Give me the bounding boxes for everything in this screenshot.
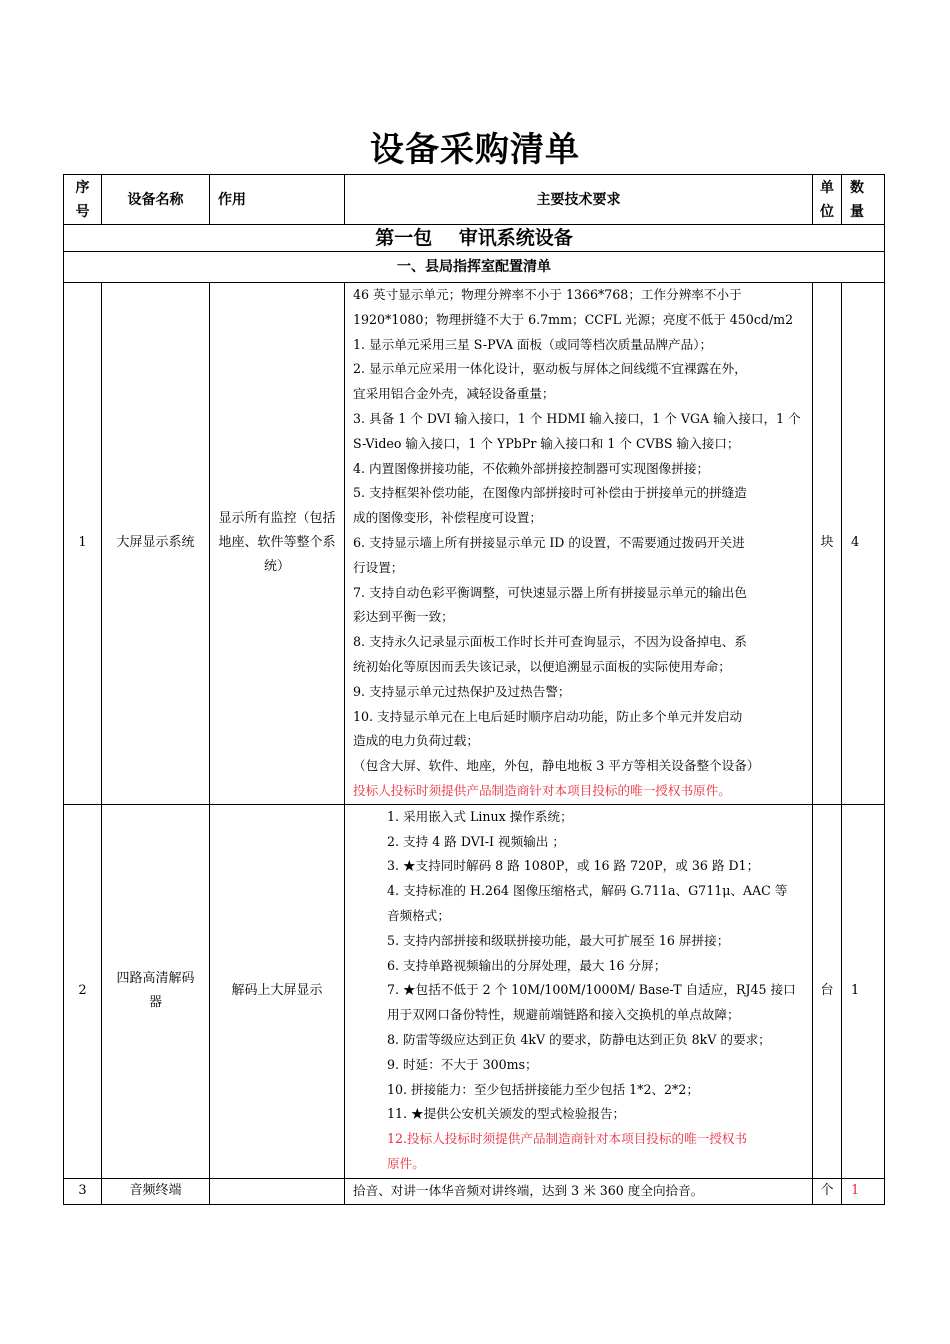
row-qty: 1: [842, 1178, 885, 1204]
spec-line: 4. 内置图像拼接功能，不依赖外部拼接控制器可实现图像拼接；: [353, 460, 710, 476]
row-purpose: [210, 1178, 345, 1204]
row-purpose: 解码上大屏显示: [210, 804, 345, 1178]
spec-line: 用于双网口备份特性，规避前端链路和接入交换机的单点故障；: [387, 1007, 740, 1023]
row-unit: 台: [813, 804, 842, 1178]
table-row: [64, 1178, 885, 1204]
spec-line: 11. ★提供公安机关颁发的型式检验报告；: [387, 1106, 626, 1122]
subsection-title: 一、县局指挥室配置清单: [64, 252, 885, 283]
row-qty: 1: [842, 804, 885, 1178]
col-spec-header: 主要技术要求: [345, 175, 813, 225]
spec-line: 10. 拼接能力：至少包括拼接能力至少包括 1*2、2*2；: [387, 1081, 699, 1097]
spec-line-red: 12.投标人投标时须提供产品制造商针对本项目投标的唯一授权书: [387, 1131, 748, 1147]
col-unit-header: 单位: [813, 175, 842, 225]
spec-line: 2. 显示单元应采用一体化设计，驱动板与屏体之间线缆不宜裸露在外，: [353, 361, 747, 377]
spec-line: 3. 具备 1 个 DVI 输入接口，1 个 HDMI 输入接口，1 个 VGA 输入接口，1 个: [353, 410, 801, 426]
col-name-header: 设备名称: [102, 175, 210, 225]
page-title: 设备采购清单: [370, 130, 580, 170]
spec-line: 8. 防雷等级应达到正负 4kV 的要求，防静电达到正负 8kV 的要求；: [387, 1031, 771, 1047]
spec-line: 7. ★包括不低于 2 个 10M/100M/1000M/ Base-T 自适应，RJ45 接口: [387, 982, 796, 998]
row-seq: 1: [64, 283, 102, 805]
row-seq: 3: [64, 1178, 102, 1204]
spec-line: 行设置；: [353, 559, 404, 575]
spec-line: 1920*1080；物理拼缝不大于 6.7mm；CCFL 光源；亮度不低于 450cd/m2: [353, 311, 794, 327]
spec-line: 1. 显示单元采用三星 S-PVA 面板（或同等档次质量品牌产品）；: [353, 336, 713, 352]
spec-line: 6. 支持显示墙上所有拼接显示单元 ID 的设置，不需要通过拨码开关进: [353, 534, 745, 550]
row-name: 大屏显示系统: [102, 283, 210, 805]
row-purpose: 显示所有监控（包括地座、软件等整个系统）: [210, 283, 345, 805]
subsection-row: [64, 252, 885, 283]
spec-line-red: 投标人投标时须提供产品制造商针对本项目投标的唯一授权书原件。: [353, 782, 731, 798]
procurement-table: [63, 174, 885, 1205]
row-qty: 4: [842, 283, 885, 805]
spec-line: 5. 支持框架补偿功能，在图像内部拼接时可补偿由于拼接单元的拼缝造: [353, 485, 747, 501]
row-seq: 2: [64, 804, 102, 1178]
spec-line: 2. 支持 4 路 DVI-I 视频输出 ；: [387, 833, 565, 849]
spec-line: 4. 支持标准的 H.264 图像压缩格式，解码 G.711a、G711μ、AAC 等: [387, 883, 788, 899]
spec-line: 彩达到平衡一致；: [353, 609, 454, 625]
spec-line: 7. 支持自动色彩平衡调整，可快速显示器上所有拼接显示单元的输出色: [353, 584, 747, 600]
spec-line: 宜采用铝合金外壳，减轻设备重量；: [353, 386, 555, 402]
spec-line: 音频格式；: [387, 907, 450, 923]
spec-line: 成的图像变形，补偿程度可设置；: [353, 510, 542, 526]
spec-line: 9. 支持显示单元过热保护及过热告警；: [353, 683, 571, 699]
row-unit: 块: [813, 283, 842, 805]
package-row: [64, 225, 885, 252]
spec-line: 6. 支持单路视频输出的分屏处理，最大 16 分屏；: [387, 957, 667, 973]
table-row: [64, 804, 885, 1178]
spec-line: 3. ★支持同时解码 8 路 1080P，或 16 路 720P，或 36 路 D1；: [387, 858, 760, 874]
spec-line: 统初始化等原因而丢失该记录，以便追溯显示面板的实际使用寿命；: [353, 658, 731, 674]
header-row: [64, 175, 885, 225]
spec-line: 10. 支持显示单元在上电后延时顺序启动功能，防止多个单元并发启动: [353, 708, 743, 724]
table-row: [64, 283, 885, 805]
row-name: 音频终端: [102, 1178, 210, 1204]
spec-line: 46 英寸显示单元；物理分辨率不小于 1366*768；工作分辨率不小于: [353, 287, 742, 302]
spec-line: 造成的电力负荷过载；: [353, 733, 479, 749]
spec-line: 1. 采用嵌入式 Linux 操作系统；: [387, 808, 573, 824]
spec-line: 5. 支持内部拼接和级联拼接功能，最大可扩展至 16 屏拼接；: [387, 932, 730, 948]
package-title: 第一包 审讯系统设备: [64, 225, 885, 252]
row-unit: 个: [813, 1178, 842, 1204]
spec-line: （包含大屏、软件、地座，外包，静电地板 3 平方等相关设备整个设备）: [353, 758, 760, 774]
spec-line: S-Video 输入接口，1 个 YPbPr 输入接口和 1 个 CVBS 输入接口；: [353, 435, 740, 451]
spec-line-red: 原件。: [387, 1155, 425, 1171]
col-seq-header: 序号: [64, 175, 102, 225]
col-qty-header: 数量: [842, 175, 885, 225]
row-name: 四路高清解码器: [102, 804, 210, 1178]
row-spec: [345, 804, 813, 1178]
spec-line: 8. 支持永久记录显示面板工作时长并可查询显示，不因为设备掉电、系: [353, 634, 747, 650]
row-spec: 拾音、对讲一体华音频对讲终端，达到 3 米 360 度全向拾音。: [345, 1178, 813, 1204]
row-spec: [345, 283, 813, 805]
spec-line: 9. 时延：不大于 300ms；: [387, 1056, 538, 1072]
col-purpose-header: 作用: [210, 175, 345, 225]
